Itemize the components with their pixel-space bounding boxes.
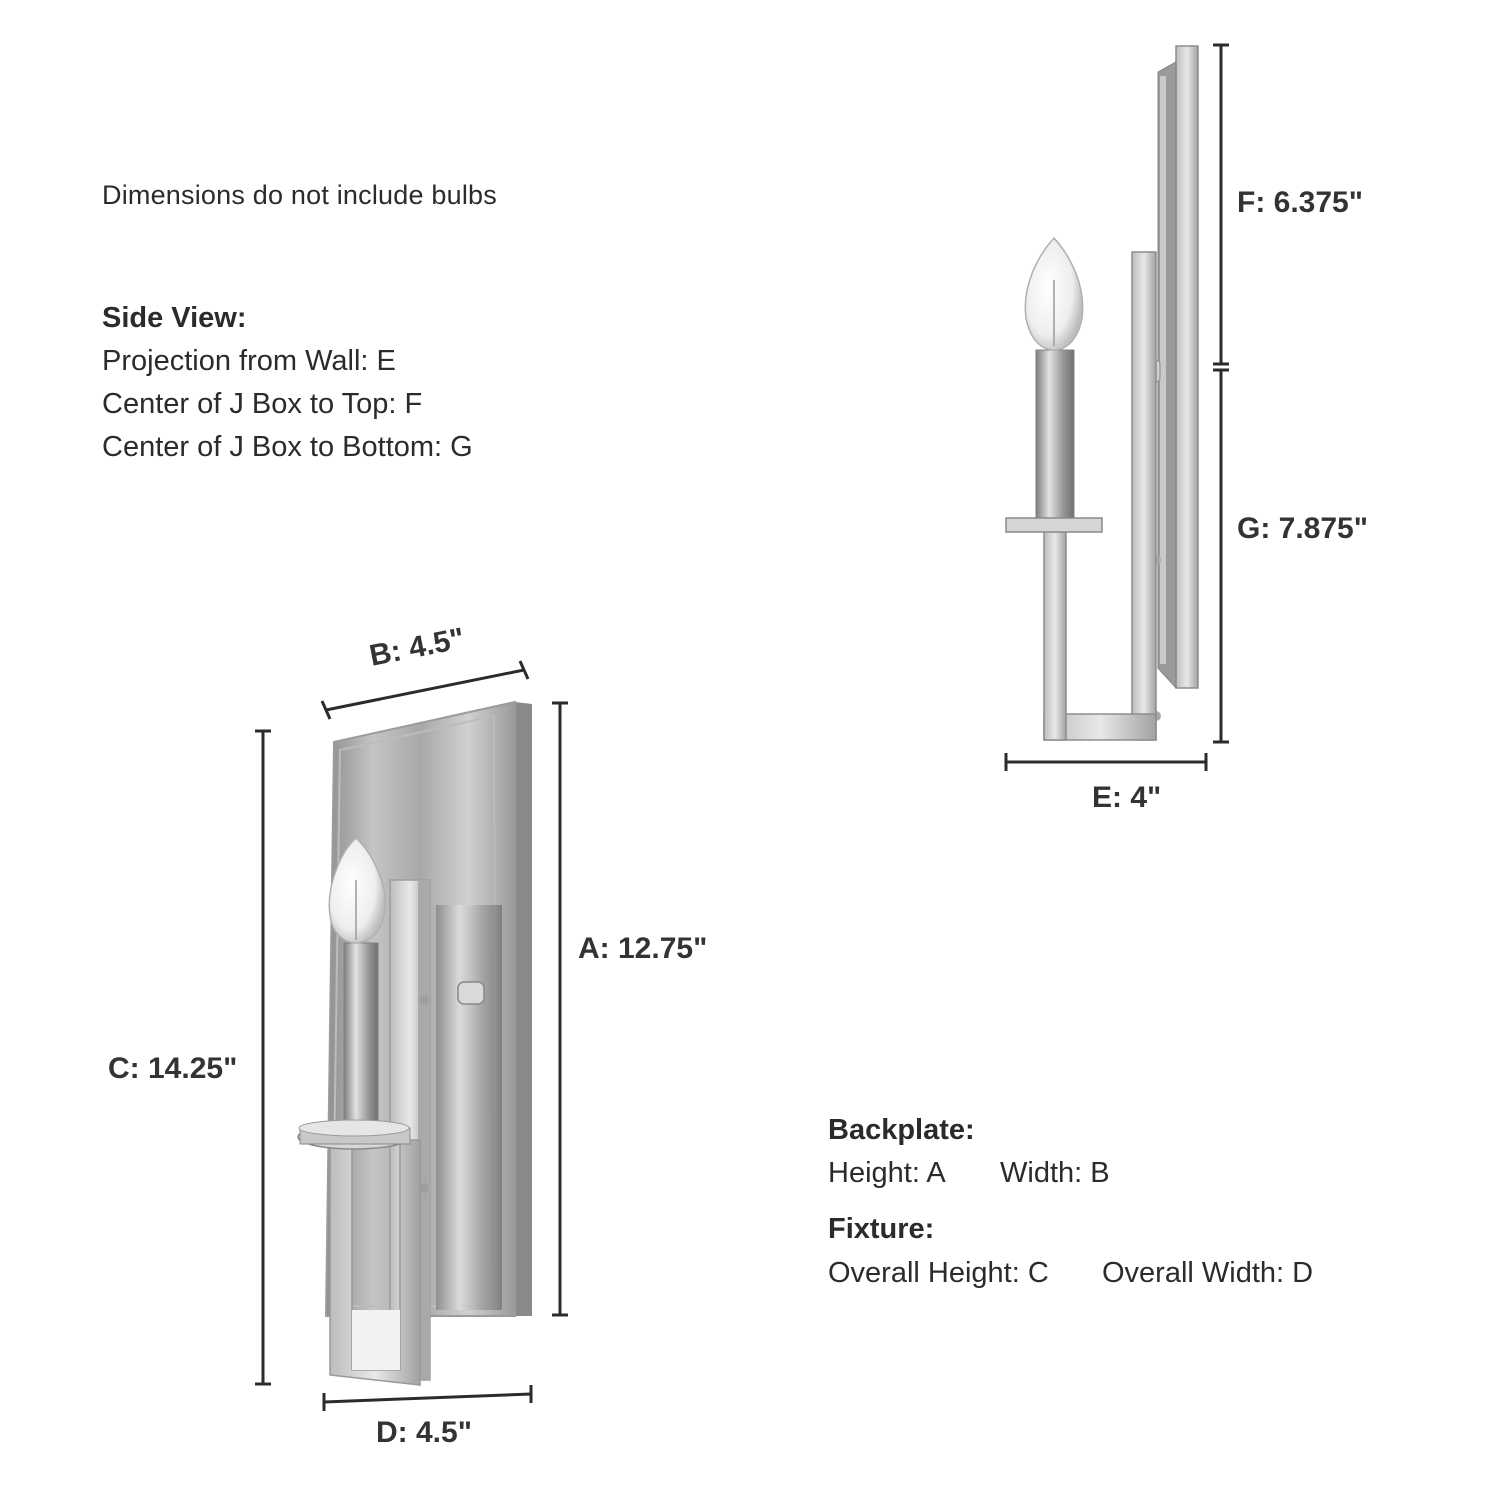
fixture-overall-height-label: Overall Height: C: [828, 1257, 1049, 1289]
side-arm-vertical: [1132, 252, 1156, 740]
dimension-f-label: F: 6.375": [1237, 186, 1363, 219]
fixture-heading: Fixture:: [828, 1213, 935, 1245]
side-view-line-projection: Projection from Wall: E: [102, 345, 396, 377]
backplate-heading: Backplate:: [828, 1114, 975, 1146]
jbox-cover: [436, 905, 502, 1310]
dimension-a-label: A: 12.75": [578, 932, 708, 965]
dimension-d-label: D: 4.5": [376, 1416, 472, 1449]
dimension-b-label: B: 4.5": [366, 622, 468, 673]
bulb-note: Dimensions do not include bulbs: [102, 180, 497, 210]
dimension-e-label: E: 4": [1092, 781, 1162, 814]
backplate-width-label: Width: B: [1000, 1157, 1110, 1189]
dimension-c-label: C: 14.25": [108, 1052, 238, 1085]
mounting-knob: [458, 982, 484, 1004]
fixture-overall-width-label: Overall Width: D: [1102, 1257, 1314, 1289]
candle-sleeve: [344, 943, 378, 1128]
side-candle-sleeve: [1036, 350, 1074, 522]
side-backplate: [1176, 46, 1198, 688]
side-view: [1006, 46, 1198, 740]
side-bobeche: [1006, 518, 1102, 532]
backplate-height-label: Height: A: [828, 1157, 946, 1189]
dimension-g-label: G: 7.875": [1237, 512, 1368, 545]
side-view-heading: Side View:: [102, 302, 247, 334]
side-view-line-top: Center of J Box to Top: F: [102, 388, 423, 420]
backplate-edge: [515, 702, 532, 1316]
side-view-line-bottom: Center of J Box to Bottom: G: [102, 431, 473, 463]
front-view: [298, 702, 532, 1385]
